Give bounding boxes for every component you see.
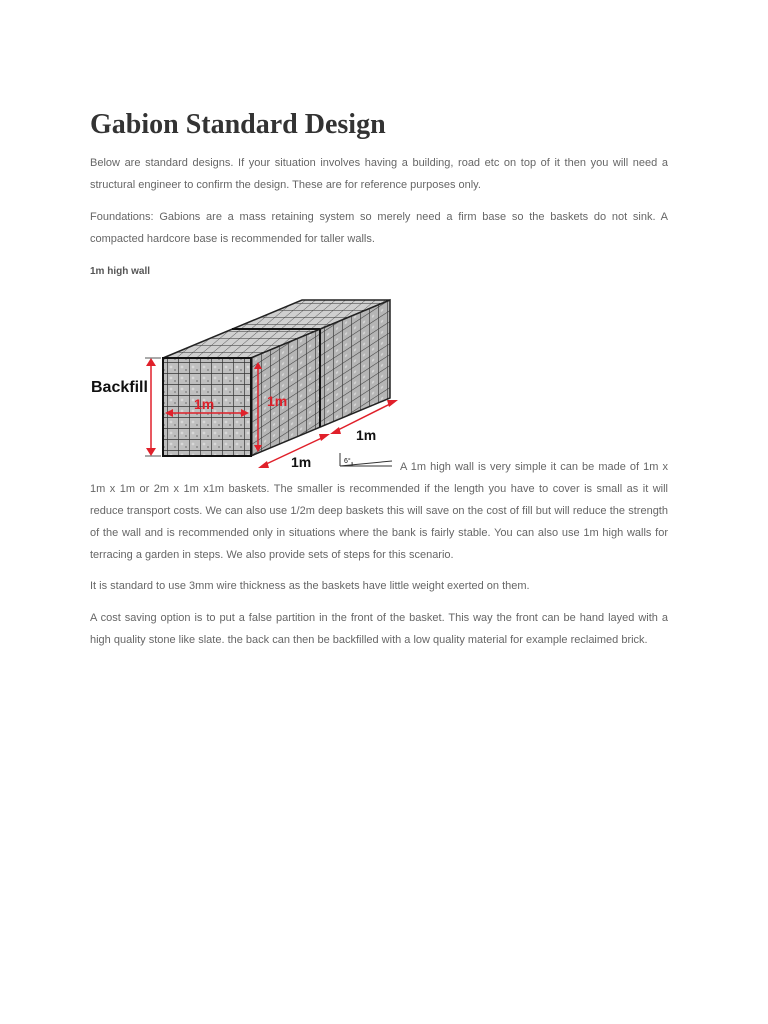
backfill-label: Backfill <box>91 379 148 396</box>
foundations-paragraph: Foundations: Gabions are a mass retaining system so merely need a firm base so the baskets do not sink. A compacted hardcore base is recommended for taller walls. <box>90 211 668 245</box>
section-heading-1m-wall: 1m high wall <box>90 266 151 277</box>
page-title: Gabion Standard Design <box>90 109 386 140</box>
wire-paragraph: It is standard to use 3mm wire thickness as the baskets have little weight exerted on them. <box>90 580 530 592</box>
angle-label: 6° <box>344 458 351 465</box>
wall-1m-paragraph: A 1m high wall is very simple it can be made of 1m x 1m x 1m or 2m x 1m x1m baskets. The smaller is recommended if the length you have to cover is small as it will reduce transport costs. We can also use 1/2m deep baskets this will save on the cost of fill but will reduce the strength of the wall and is recommended only in situations where the bank is fairly stable. You can also use 1m high walls for terracing a garden in steps. We also provide sets of steps for this scenario. <box>90 461 668 561</box>
gabion-diagram <box>90 296 400 476</box>
intro-paragraph: Below are standard designs. If your situation involves having a building, road etc on top of it then you will need a structural engineer to confirm the design. These are for reference purposes only. <box>90 157 668 191</box>
length-label-front: 1m <box>291 454 312 470</box>
width-label: 1m <box>194 396 215 412</box>
height-arrow-left <box>145 358 161 456</box>
partition-paragraph: A cost saving option is to put a false partition in the front of the basket. This way the front can be hand layed with a high quality stone like slate. the back can then be backfilled with a low quality material for example reclaimed brick. <box>90 612 668 646</box>
length-label-back: 1m <box>356 427 377 443</box>
height-label: 1m <box>267 393 288 409</box>
